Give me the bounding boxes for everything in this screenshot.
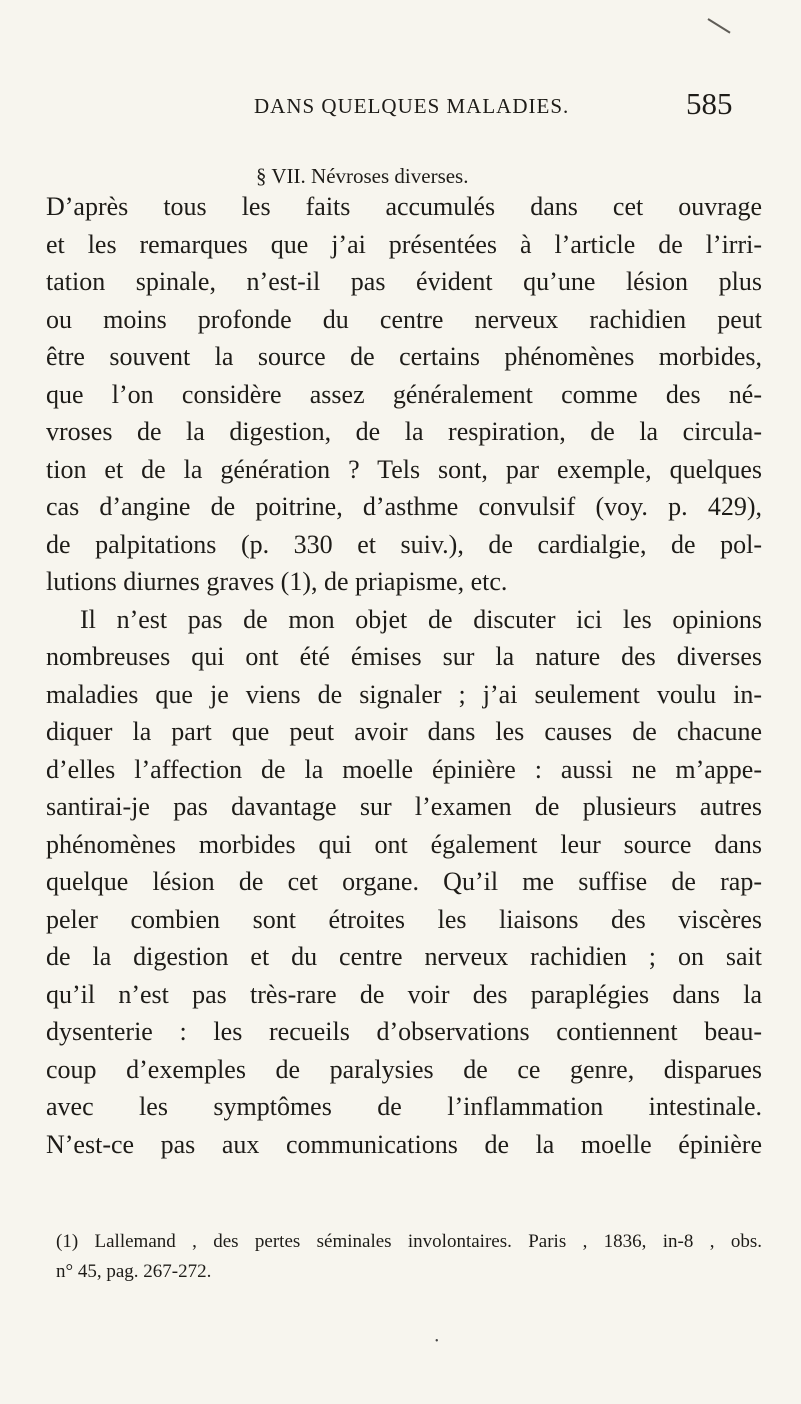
body-line: maladies que je viens de signaler ; j’ai seulement voulu in- xyxy=(46,679,762,709)
body-line: diquer la part que peut avoir dans les causes de chacune xyxy=(46,717,762,746)
footnote-line: n° 45, pag. 267-272. xyxy=(56,1261,212,1282)
ink-speck: • xyxy=(435,1336,439,1347)
body-line: cas d’angine de poitrine, d’asthme convulsif (voy. p. 429), xyxy=(46,492,762,521)
body-line: avec les symptômes de l’inflammation intestinale. xyxy=(46,1092,762,1121)
page-number: 585 xyxy=(686,86,733,121)
body-line: D’après tous les faits accumulés dans cet ouvrage xyxy=(46,192,762,221)
body-line: coup d’exemples de paralysies de ce genre, disparues xyxy=(46,1054,762,1084)
body-line: peler combien sont étroites les liaisons des viscères xyxy=(46,904,762,934)
footnote-line: (1) Lallemand , des pertes séminales involontaires. Paris , 1836, in-8 , obs. xyxy=(56,1231,762,1252)
body-line: Il n’est pas de mon objet de discuter ici les opinions xyxy=(80,604,762,634)
body-line: et les remarques que j’ai présentées à l’article de l’irri- xyxy=(46,229,762,259)
body-line: être souvent la source de certains phénomènes morbides, xyxy=(46,342,762,371)
body-line: nombreuses qui ont été émises sur la nature des diverses xyxy=(46,642,762,671)
body-text xyxy=(46,188,762,1163)
body-line: santirai-je pas davantage sur l’examen de plusieurs autres xyxy=(46,792,762,821)
body-line: tion et de la génération ? Tels sont, par exemple, quelques xyxy=(46,454,762,484)
body-line: phénomènes morbides qui ont également leur source dans xyxy=(46,829,762,859)
section-heading: § VII. Névroses diverses. xyxy=(256,164,469,188)
body-line: lutions diurnes graves (1), de priapisme, etc. xyxy=(46,567,508,596)
footnote xyxy=(56,1227,762,1287)
body-line: de palpitations (p. 330 et suiv.), de cardialgie, de pol- xyxy=(46,529,762,559)
body-line: de la digestion et du centre nerveux rachidien ; on sait xyxy=(46,942,762,971)
body-line: que l’on considère assez généralement comme des né- xyxy=(46,379,762,409)
body-line: tation spinale, n’est-il pas évident qu’une lésion plus xyxy=(46,267,762,296)
body-line: d’elles l’affection de la moelle épinière : aussi ne m’appe- xyxy=(46,754,762,784)
body-line: vroses de la digestion, de la respiration, de la circula- xyxy=(46,417,762,446)
body-line: dysenterie : les recueils d’observations contiennent beau- xyxy=(46,1017,762,1046)
body-line: quelque lésion de cet organe. Qu’il me suffise de rap- xyxy=(46,867,762,896)
body-line: qu’il n’est pas très-rare de voir des paraplégies dans la xyxy=(46,979,762,1009)
running-head: DANS QUELQUES MALADIES. xyxy=(254,94,570,118)
corner-scan-mark xyxy=(707,18,730,33)
body-line: ou moins profonde du centre nerveux rachidien peut xyxy=(46,304,762,334)
body-line: N’est-ce pas aux communications de la moelle épinière xyxy=(46,1129,762,1159)
